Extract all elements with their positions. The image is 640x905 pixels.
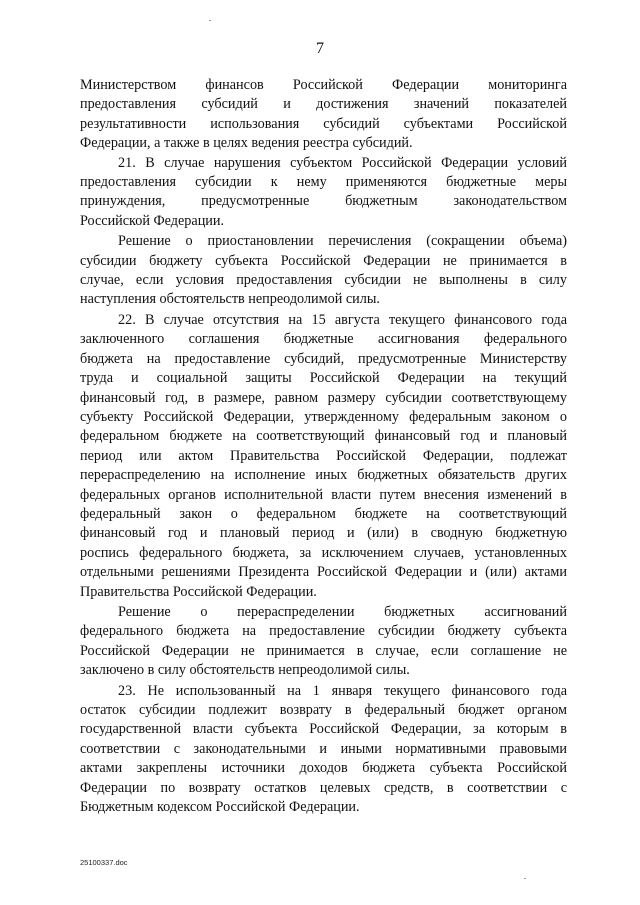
paragraph-clause-23 xyxy=(80,682,567,818)
text-line: Правительства Российской Федерации. xyxy=(80,583,317,600)
text-line: отдельными решениями Президента Российской Федерации и (или) актами xyxy=(80,564,567,581)
page-number: 7 xyxy=(316,40,324,57)
scan-speck xyxy=(524,878,526,879)
text-line: Министерством финансов Российской Федерации мониторинга xyxy=(80,77,567,93)
text-line: Российской Федерации. xyxy=(80,212,225,229)
text-line: финансовый год и плановый период и (или) в сводную бюджетную xyxy=(80,525,567,542)
text-line: федеральный закон о федеральном бюджете на соответствующий xyxy=(80,505,567,522)
text-line: остаток субсидии подлежит возврату в федеральный бюджет органом xyxy=(80,702,567,718)
text-line: период или актом Правительства Российской Федерации, подлежат xyxy=(80,447,567,464)
text-line: роспись федерального бюджета, за исключением случаев, установленных xyxy=(80,544,567,561)
paragraph-decision-suspension xyxy=(80,232,567,310)
text-line: случае, если условия предоставления субсидии не выполнены в силу xyxy=(80,272,567,289)
paragraph-continuation xyxy=(80,76,567,154)
text-line: заключенного соглашения бюджетные ассигнования федерального xyxy=(80,331,567,348)
text-line: принуждения, предусмотренные бюджетным законодательством xyxy=(80,193,567,210)
text-line: предоставления субсидии к нему применяются бюджетные меры xyxy=(80,174,567,191)
text-line: федеральных органов исполнительной власти путем внесения изменений в xyxy=(80,486,567,503)
text-line: государственной власти субъекта Российской Федерации, за которым в xyxy=(80,721,567,738)
text-line: Бюджетным кодексом Российской Федерации. xyxy=(80,799,360,816)
footer-filename: 25100337.doc xyxy=(80,858,128,867)
text-line: субъекту Российской Федерации, утвержденному федеральным законом о xyxy=(80,408,567,425)
text-line: федерального бюджета на предоставление субсидии бюджету субъекта xyxy=(80,623,567,640)
text-line: Решение о приостановлении перечисления (сокращении объема) xyxy=(118,233,567,250)
text-line: результативности использования субсидий субъектами Российской xyxy=(80,115,567,132)
paragraph-clause-22 xyxy=(80,311,567,602)
text-line: 22. В случае отсутствия на 15 августа текущего финансового года xyxy=(118,311,567,328)
text-line: Российской Федерации не принимается в случае, если соглашение не xyxy=(80,642,567,659)
text-line: наступления обстоятельств непреодолимой силы. xyxy=(80,291,380,308)
text-line: соответствии с законодательными и иными нормативными правовыми xyxy=(80,740,567,757)
text-line: предоставления субсидий и достижения значений показателей xyxy=(80,96,567,113)
text-line: перераспределению на исполнение иных бюджетных обязательств других xyxy=(80,467,567,484)
text-line: федеральном бюджете на соответствующий финансовый год и плановый xyxy=(80,428,567,445)
document-body xyxy=(80,76,567,817)
text-line: бюджета на предоставление субсидий, предусмотренные Министерству xyxy=(80,350,567,367)
text-line: заключено в силу обстоятельств непреодолимой силы. xyxy=(80,662,410,679)
text-line: актами закреплены источники доходов бюджета субъекта Российской xyxy=(80,760,567,777)
text-line: 21. В случае нарушения субъектом Российской Федерации условий xyxy=(118,154,567,171)
text-line: труда и социальной защиты Российской Федерации на текущий xyxy=(80,370,567,387)
paragraph-clause-21 xyxy=(80,154,567,232)
text-line: Федерации по возврату остатков целевых средств, в соответствии с xyxy=(80,779,567,796)
text-line: 23. Не использованный на 1 января текущего финансового года xyxy=(118,682,567,699)
scan-speck xyxy=(209,20,211,21)
text-line: Федерации, а также в целях ведения реестра субсидий. xyxy=(80,135,413,152)
text-line: субсидии бюджету субъекта Российской Федерации не принимается в xyxy=(80,252,567,269)
text-line: Решение о перераспределении бюджетных ассигнований xyxy=(118,603,567,620)
text-line: финансовый год, в размере, равном размеру субсидии соответствующему xyxy=(80,389,567,406)
paragraph-decision-reallocation xyxy=(80,603,567,681)
